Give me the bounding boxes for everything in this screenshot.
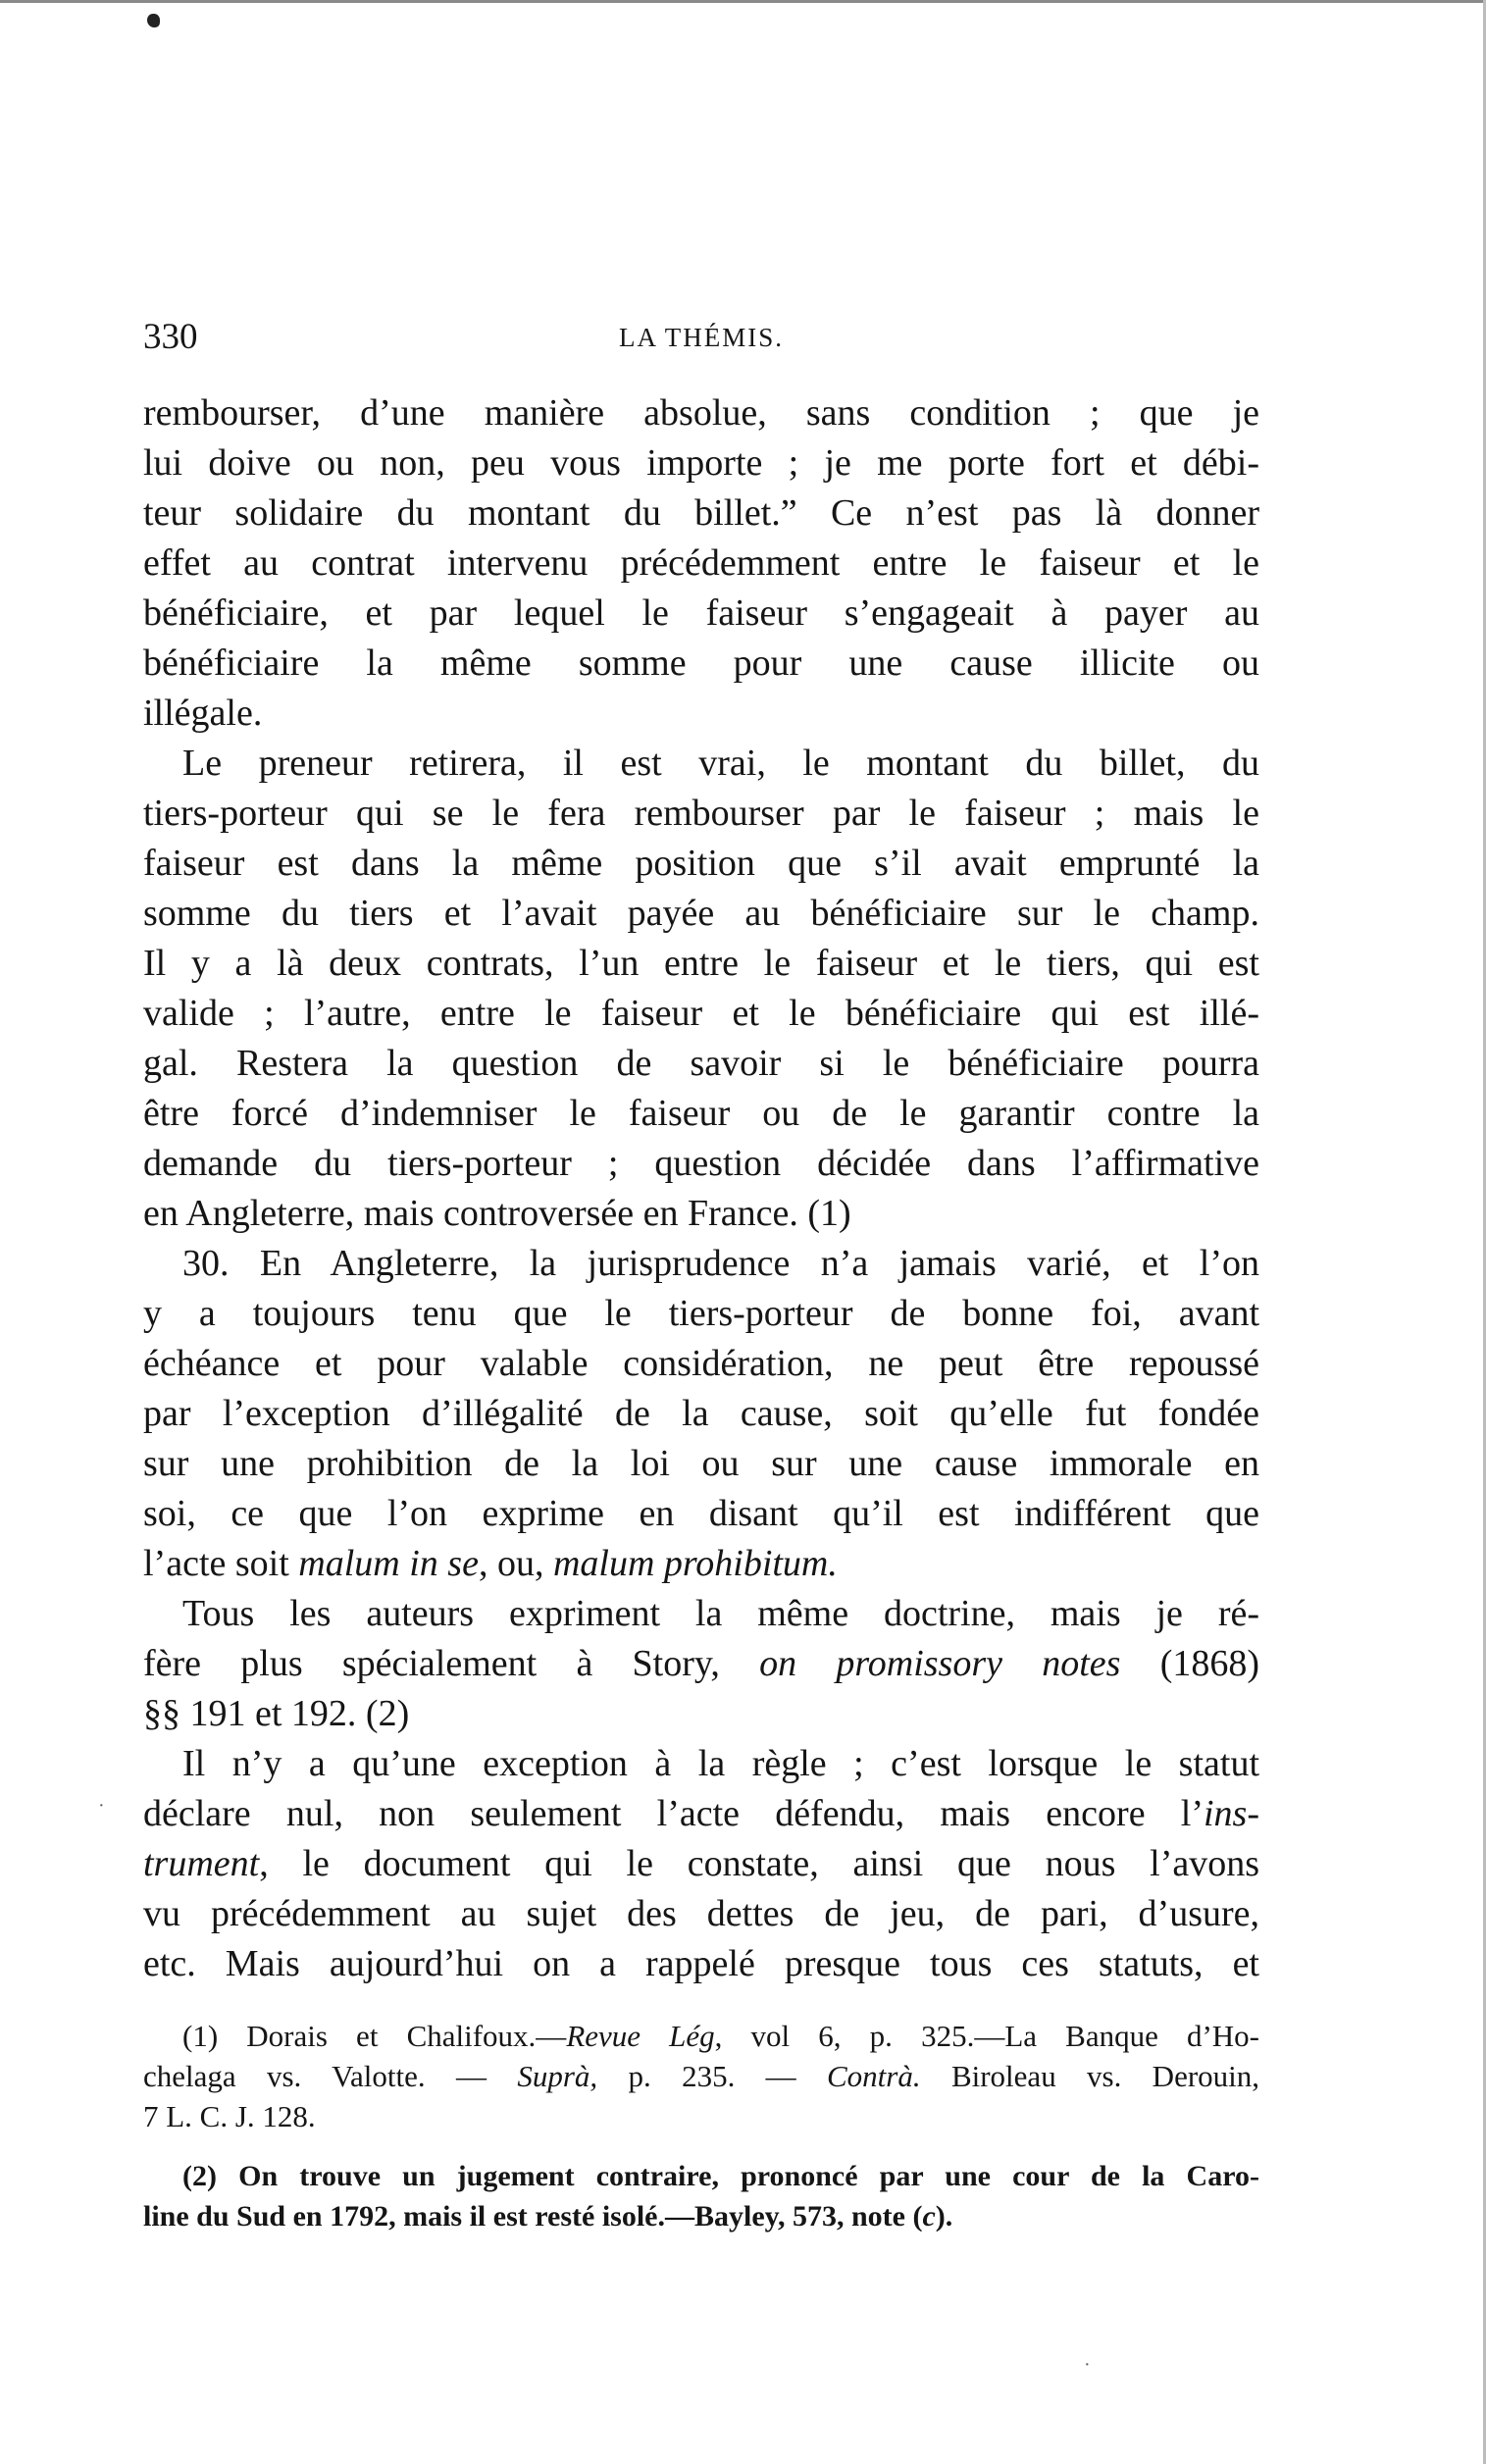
italic-title: Revue Lég <box>566 2019 715 2053</box>
paragraph-5 <box>143 1739 1259 1989</box>
text-line <box>143 1839 1259 1889</box>
text-line: demande du tiers-porteur ; question décidée dans l’affirmative <box>143 1143 1259 1184</box>
text-line: Le preneur retirera, il est vrai, le montant du billet, du <box>182 743 1259 784</box>
italic-word: Suprà, <box>517 2059 598 2093</box>
footnote-line <box>143 2056 1259 2096</box>
paragraph-4 <box>143 1589 1259 1739</box>
text-line: teur solidaire du montant du billet.” Ce n’est pas là donner <box>143 492 1259 534</box>
text-line: effet au contrat intervenu précédemment entre le faiseur et le <box>143 542 1259 584</box>
running-title: LA THÉMIS. <box>618 323 784 352</box>
paragraph-1 <box>143 388 1259 739</box>
italic-title: on promissory notes <box>759 1643 1121 1684</box>
text-line: être forcé d’indemniser le faiseur ou de le garantir contre la <box>143 1093 1259 1134</box>
footnote-1 <box>143 2016 1259 2136</box>
text-run: , vol 6, p. 325.—La Banque d’Ho- <box>714 2019 1259 2053</box>
text-run: , ou, <box>478 1543 553 1584</box>
margin-speck: · <box>98 1795 105 1817</box>
paragraph-3 <box>143 1239 1259 1589</box>
scan-top-edge <box>0 0 1486 3</box>
text-run: déclare nul, non seulement l’acte défendu, mais encore l’ <box>143 1793 1204 1834</box>
text-line: faiseur est dans la même position que s’il avait emprunté la <box>143 843 1259 884</box>
text-line: par l’exception d’illégalité de la cause, soit qu’elle fut fondée <box>143 1393 1259 1434</box>
text-run: line du Sud en 1792, mais il est resté isolé.—Bayley, 573, note ( <box>143 2200 923 2233</box>
text-line: somme du tiers et l’avait payée au bénéficiaire sur le champ. <box>143 893 1259 934</box>
running-head <box>143 316 1259 359</box>
text-run: ). <box>935 2200 953 2233</box>
text-line <box>143 1789 1259 1839</box>
page-number: 330 <box>143 317 198 357</box>
text-line: Tous les auteurs expriment la même doctrine, mais je ré- <box>182 1593 1259 1634</box>
text-line: y a toujours tenu que le tiers-porteur de bonne foi, avant <box>143 1293 1259 1334</box>
text-run: chelaga vs. Valotte. — <box>143 2059 518 2093</box>
italic-phrase: malum in se <box>298 1543 479 1584</box>
text-line: illégale. <box>143 693 263 734</box>
text-line: rembourser, d’une manière absolue, sans condition ; que je <box>143 392 1259 434</box>
text-line: §§ 191 et 192. (2) <box>143 1693 410 1734</box>
text-line: etc. Mais aujourd’hui on a rappelé presque tous ces statuts, et <box>143 1943 1259 1984</box>
text-line: bénéficiaire la même somme pour une cause illicite ou <box>143 642 1259 684</box>
italic-word: Contrà. <box>827 2059 921 2093</box>
text-line <box>143 1539 1259 1589</box>
text-run: (1) Dorais et Chalifoux.— <box>182 2019 567 2053</box>
text-line: tiers-porteur qui se le fera rembourser par le faiseur ; mais le <box>143 793 1259 834</box>
text-line <box>143 1639 1259 1689</box>
body-text <box>143 388 1259 1989</box>
footnote-line: (2) On trouve un jugement contraire, prononcé par une cour de la Caro- <box>182 2160 1259 2192</box>
text-run: , le document qui le constate, ainsi que nous l’avons <box>259 1843 1259 1884</box>
text-line: 30. En Angleterre, la jurisprudence n’a jamais varié, et l’on <box>182 1243 1259 1284</box>
text-line: gal. Restera la question de savoir si le bénéficiaire pourra <box>143 1043 1259 1084</box>
text-line: Il y a là deux contrats, l’un entre le faiseur et le tiers, qui est <box>143 943 1259 984</box>
footnote-line: 7 L. C. J. 128. <box>143 2099 316 2133</box>
footnotes <box>143 2016 1259 2256</box>
footnote-line <box>143 2196 1259 2236</box>
footnote-line <box>143 2016 1259 2056</box>
text-line: sur une prohibition de la loi ou sur une cause immorale en <box>143 1443 1259 1484</box>
text-run: fère plus spécialement à Story, <box>143 1643 760 1684</box>
text-run: (1868) <box>1120 1643 1259 1684</box>
paragraph-2 <box>143 739 1259 1239</box>
text-run: p. 235. — <box>597 2059 827 2093</box>
text-run: Biroleau vs. Derouin, <box>920 2059 1259 2093</box>
footnote-2 <box>143 2156 1259 2236</box>
italic-letter: c <box>922 2200 936 2233</box>
text-run: l’acte soit <box>143 1543 299 1584</box>
italic-word: ins- <box>1204 1793 1259 1834</box>
text-line: lui doive ou non, peu vous importe ; je me porte fort et débi- <box>143 442 1259 484</box>
text-line: valide ; l’autre, entre le faiseur et le bénéficiaire qui est illé- <box>143 993 1259 1034</box>
text-line: bénéficiaire, et par lequel le faiseur s’engageait à payer au <box>143 592 1259 634</box>
text-line: échéance et pour valable considération, ne peut être repoussé <box>143 1343 1259 1384</box>
text-line: Il n’y a qu’une exception à la règle ; c’est lorsque le statut <box>182 1743 1259 1784</box>
italic-word: trument <box>143 1843 260 1884</box>
text-line: soi, ce que l’on exprime en disant qu’il est indifférent que <box>143 1493 1259 1534</box>
text-line: vu précédemment au sujet des dettes de jeu, de pari, d’usure, <box>143 1893 1259 1934</box>
margin-speck: · <box>1084 2354 1091 2376</box>
text-line: en Angleterre, mais controversée en France. (1) <box>143 1193 851 1234</box>
italic-phrase: malum prohibitum. <box>552 1543 838 1584</box>
ink-mark <box>147 14 160 27</box>
